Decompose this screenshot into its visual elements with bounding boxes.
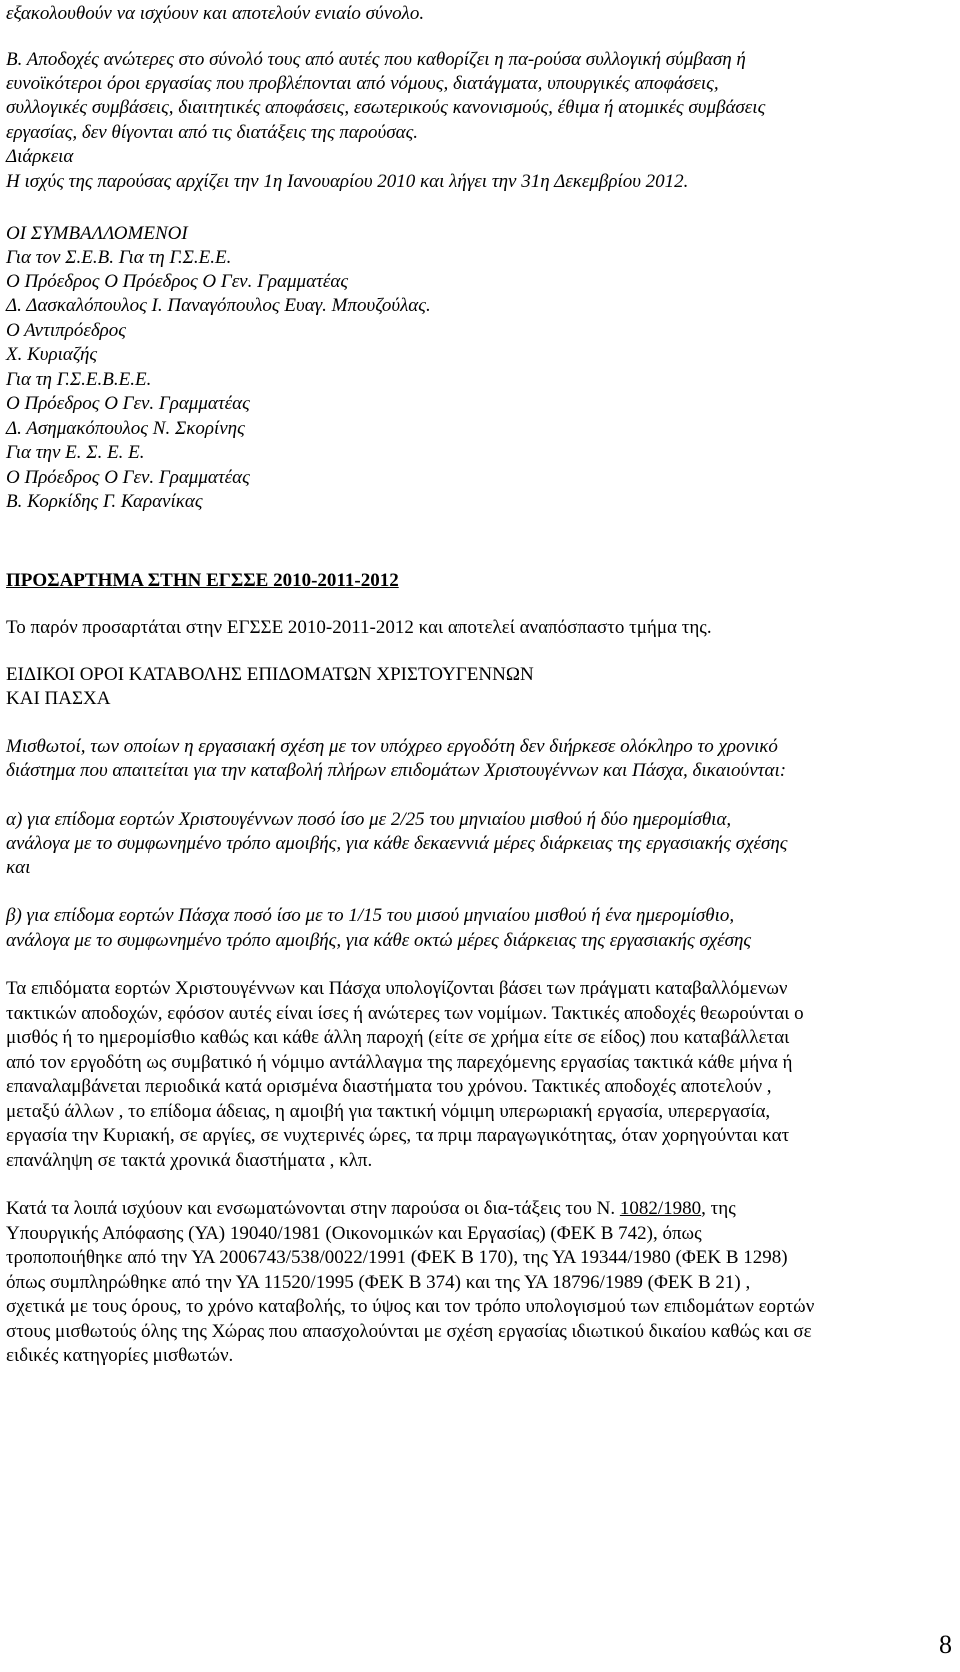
text-line: ανάλογα με το συμφωνημένο τρόπο αμοιβής, για κάθε δεκαεννιά μέρες διάρκειας της εργασιακής σχέσης — [6, 833, 788, 854]
text-line: Το παρόν προσαρτάται στην ΕΓΣΣΕ 2010-2011-2012 και αποτελεί αναπόσπαστο τμήμα της. — [6, 617, 712, 638]
text-line: Ο Πρόεδρος Ο Γεν. Γραμματέας — [6, 393, 250, 414]
text-line: στους μισθωτούς όλης της Χώρας που απασχολούνται με σχέση εργασίας ιδιωτικού δικαίου καθώς και σε — [6, 1321, 812, 1342]
text-line: Τα επιδόματα εορτών Χριστουγέννων και Πάσχα υπολογίζονται βάσει των πράγματι καταβαλλόμενων — [6, 978, 788, 999]
appendix-title: ΠΡΟΣΑΡΤΗΜΑ ΣΤΗΝ ΕΓΣΣΕ 2010-2011-2012 — [6, 570, 399, 591]
text-line — [6, 1197, 736, 1221]
text-line: τακτικών αποδοχών, εφόσον αυτές είναι ίσες ή ανώτερες των νομίμων. Τακτικές αποδοχές θεωρούνται ο — [6, 1003, 804, 1024]
text-segment: Κατά τα λοιπά ισχύουν και ενσωματώνονται στην παρούσα οι δια-τάξεις του Ν. — [6, 1198, 620, 1219]
section-heading: ΕΙΔΙΚΟΙ ΟΡΟΙ ΚΑΤΑΒΟΛΗΣ ΕΠΙΔΟΜΑΤΩΝ ΧΡΙΣΤΟΥΓΕΝΝΩΝ — [6, 664, 534, 685]
text-line: εργασίας, δεν θίγονται από τις διατάξεις της παρούσας. — [6, 122, 419, 143]
text-line: Μισθωτοί, των οποίων η εργασιακή σχέση με τον υπόχρεο εργοδότη δεν διήρκεσε ολόκληρο το χρονικό — [6, 736, 778, 757]
text-line: Β. Κορκίδης Γ. Καρανίκας — [6, 491, 203, 512]
text-segment: , της — [701, 1198, 736, 1219]
text-line: από τον εργοδότη ως συμβατικό ή νόμιμο αντάλλαγμα της παρεχόμενης εργασίας τακτικά κάθε μήνα ή — [6, 1052, 793, 1073]
text-line: ευνοϊκότεροι όροι εργασίας που προβλέπονται από νόμους, διατάγματα, υπουργικές αποφάσεις, — [6, 73, 719, 94]
text-line: εξακολουθούν να ισχύουν και αποτελούν ενιαίο σύνολο. — [6, 3, 425, 24]
section-heading: Διάρκεια — [6, 146, 74, 167]
text-line: όπως συμπληρώθηκε από την ΥΑ 11520/1995 (ΦΕΚ Β 374) και της ΥΑ 18796/1989 (ΦΕΚ Β 21) , — [6, 1272, 751, 1293]
text-line: και — [6, 857, 31, 878]
law-reference-link[interactable]: 1082/1980 — [619, 1198, 702, 1219]
text-line: μισθός ή το ημερομίσθιο καθώς και κάθε άλλη παροχή (είτε σε χρήμα είτε σε είδος) που καταβάλλεται — [6, 1027, 790, 1048]
text-line: τροποποιήθηκε από την ΥΑ 2006743/538/0022/1991 (ΦΕΚ Β 170), της ΥΑ 19344/1980 (ΦΕΚ Β 1298) — [6, 1247, 788, 1268]
text-line: α) για επίδομα εορτών Χριστουγέννων ποσό ίσο με 2/25 του μηνιαίου μισθού ή δύο ημερομίσθια, — [6, 809, 732, 830]
text-line: Υπουργικής Απόφασης (ΥΑ) 19040/1981 (Οικονομικών και Εργασίας) (ΦΕΚ Β 742), όπως — [6, 1223, 702, 1244]
text-line: Ο Αντιπρόεδρος — [6, 320, 126, 341]
text-line: Δ. Δασκαλόπουλος Ι. Παναγόπουλος Ευαγ. Μπουζούλας. — [6, 295, 431, 316]
page-number: 8 — [939, 1630, 952, 1659]
section-heading: ΚΑΙ ΠΑΣΧΑ — [6, 688, 111, 709]
text-line: ειδικές κατηγορίες μισθωτών. — [6, 1345, 234, 1366]
signatories-heading: ΟΙ ΣΥΜΒΑΛΛΟΜΕΝΟΙ — [6, 223, 188, 244]
text-line: διάστημα που απαιτείται για την καταβολή πλήρων επιδομάτων Χριστουγέννων και Πάσχα, δικαιούνται: — [6, 760, 787, 781]
text-line: Για την Ε. Σ. Ε. Ε. — [6, 442, 145, 463]
text-line: Για τον Σ.Ε.Β. Για τη Γ.Σ.Ε.Ε. — [6, 247, 232, 268]
text-line: μεταξύ άλλων , το επίδομα άδειας, η αμοιβή για τακτική νόμιμη υπερωριακή εργασία, υπερεργασία, — [6, 1101, 771, 1122]
text-line: Δ. Ασημακόπουλος Ν. Σκορίνης — [6, 418, 245, 439]
text-line: σχετικά με τους όρους, το χρόνο καταβολής, το ύψος και τον τρόπο υπολογισμού των επιδομάτων εορτών — [6, 1296, 815, 1317]
text-line: β) για επίδομα εορτών Πάσχα ποσό ίσο με το 1/15 του μισού μηνιαίου μισθού ή ένα ημερομίσθιο, — [6, 905, 735, 926]
text-line: επαναλαμβάνεται περιοδικά κατά ορισμένα διαστήματα του χρόνου. Τακτικές αποδοχές αποτελούν , — [6, 1076, 772, 1097]
text-line: Β. Αποδοχές ανώτερες στο σύνολό τους από αυτές που καθορίζει η πα-ρούσα συλλογική σύμβαση ή — [6, 49, 746, 70]
text-line: συλλογικές συμβάσεις, διαιτητικές αποφάσεις, εσωτερικούς κανονισμούς, έθιμα ή ατομικές συμβάσεις — [6, 97, 766, 118]
text-line: Ο Πρόεδρος Ο Γεν. Γραμματέας — [6, 467, 250, 488]
text-line: Για τη Γ.Σ.Ε.Β.Ε.Ε. — [6, 369, 152, 390]
text-line: επανάληψη σε τακτά χρονικά διαστήματα , κλπ. — [6, 1150, 373, 1171]
text-line: ανάλογα με το συμφωνημένο τρόπο αμοιβής, για κάθε οκτώ μέρες διάρκειας της εργασιακής σχέσης — [6, 930, 752, 951]
text-line: Χ. Κυριαζής — [6, 344, 98, 365]
text-line: Ο Πρόεδρος Ο Πρόεδρος Ο Γεν. Γραμματέας — [6, 271, 349, 292]
text-line: εργασία την Κυριακή, σε αργίες, σε νυχτερινές ώρες, τα πριμ παραγωγικότητας, όταν χορηγούνται κατ — [6, 1125, 790, 1146]
text-line: Η ισχύς της παρούσας αρχίζει την 1η Ιανουαρίου 2010 και λήγει την 31η Δεκεμβρίου 2012. — [6, 171, 689, 192]
